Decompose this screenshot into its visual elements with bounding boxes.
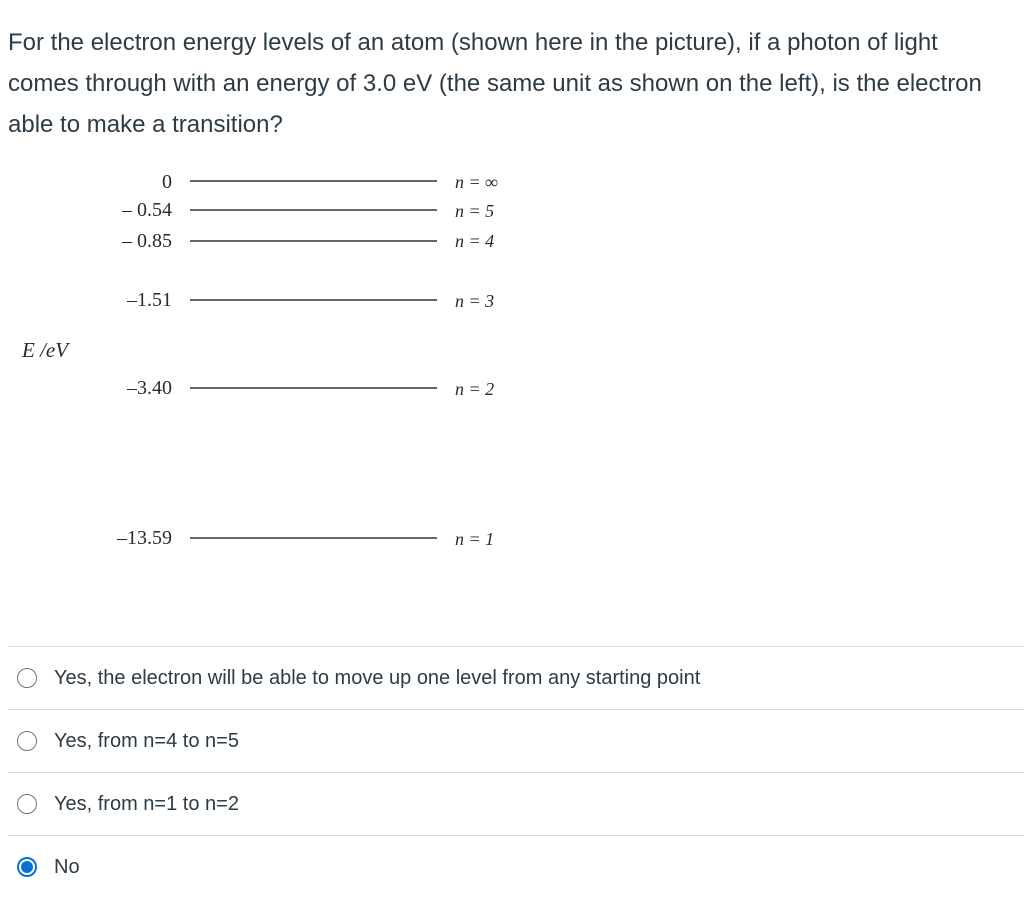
answer-option[interactable] (8, 709, 1024, 772)
energy-level-svg (0, 160, 1024, 580)
energy-level-diagram (0, 160, 1024, 580)
level-n-label: n = 2 (455, 379, 495, 399)
question-text: For the electron energy levels of an atom (shown here in the picture), if a photon of light comes through with an energy of 3.0 eV (the same unit as shown on the left), is the electron able to make a transition? (8, 29, 982, 138)
level-energy-label: –3.40 (127, 377, 172, 399)
answer-label: Yes, from n=4 to n=5 (54, 729, 239, 752)
level-energy-label: –1.51 (127, 289, 172, 311)
energy-axis-label: E /eV (22, 338, 69, 362)
answer-label: Yes, from n=1 to n=2 (54, 792, 239, 815)
level-energy-label: – 0.85 (122, 230, 172, 252)
level-n-label: n = 4 (455, 231, 495, 251)
level-n-label: n = 1 (455, 529, 495, 549)
radio-button[interactable] (17, 731, 37, 751)
level-n-label: n = ∞ (455, 172, 498, 192)
level-n-label: n = 5 (455, 201, 495, 221)
answer-label: No (54, 855, 80, 878)
level-n-label: n = 3 (455, 291, 495, 311)
radio-button[interactable] (17, 794, 37, 814)
answer-option[interactable] (8, 772, 1024, 835)
answer-option[interactable] (8, 835, 1024, 898)
answer-option[interactable] (8, 646, 1024, 709)
radio-button[interactable] (17, 668, 37, 688)
answer-label: Yes, the electron will be able to move up one level from any starting point (54, 666, 701, 689)
answer-list (8, 646, 1024, 898)
level-energy-label: – 0.54 (122, 199, 172, 221)
level-energy-label: 0 (162, 171, 172, 193)
level-energy-label: –13.59 (117, 527, 172, 549)
radio-button[interactable] (17, 857, 37, 877)
